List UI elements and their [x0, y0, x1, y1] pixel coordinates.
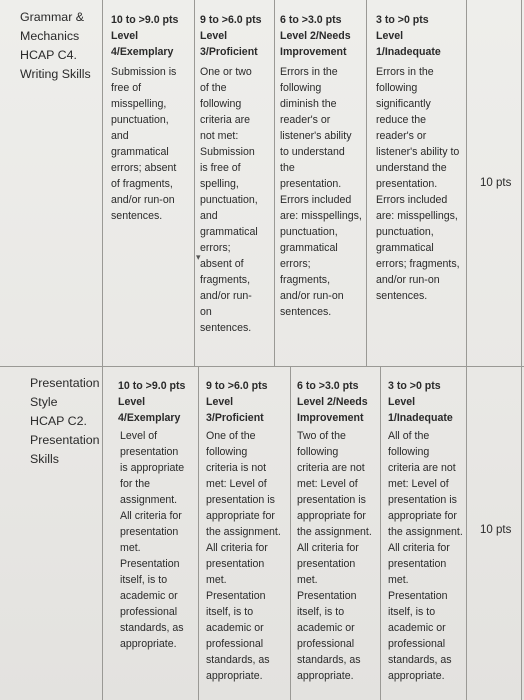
row-divider: [0, 366, 524, 367]
rating-level: Level 1/Inadequate: [376, 30, 441, 58]
pen-mark-icon: ▾: [196, 252, 201, 262]
rating-range: 3 to >0 pts: [388, 380, 441, 392]
column-divider: [198, 366, 199, 700]
rating-description: All of the following criteria are not met: Level of presentation is appropriate for the assignment. All criteria for presentation met. Presentation itself, is to academic or professional standards, as appropriate.: [388, 430, 463, 682]
criterion-cell: Grammar & Mechanics HCAP C4. Writing Skills: [20, 10, 91, 81]
rating-range: 3 to >0 pts: [376, 14, 429, 26]
rating-range: 10 to >9.0 pts: [118, 380, 186, 392]
column-divider: [274, 0, 275, 366]
column-divider: [102, 0, 103, 700]
rating-level: Level 3/Proficient: [206, 396, 264, 424]
rating-range: 9 to >6.0 pts: [206, 380, 268, 392]
column-divider: [466, 0, 467, 700]
rating-description: One or two of the following criteria are not met: Submission is free of spelling, punctuation, and grammatical errors; absent of fragments, and/or run- on sentences.: [200, 66, 258, 334]
column-divider: [290, 366, 291, 700]
rating-range: 6 to >3.0 pts: [280, 14, 342, 26]
rating-level: Level 1/Inadequate: [388, 396, 453, 424]
rating-range: 6 to >3.0 pts: [297, 380, 359, 392]
rating-description: One of the following criteria is not met: Level of presentation is appropriate for the assignment. All criteria for presentation met. Presentation itself, is to academic or professional standards, as appropriate.: [206, 430, 281, 682]
rating-range: 10 to >9.0 pts: [111, 14, 179, 26]
criterion-points: 10 pts: [480, 177, 512, 189]
rating-level: Level 2/Needs Improvement: [280, 30, 351, 58]
criterion-points: 10 pts: [480, 524, 512, 536]
column-divider: [380, 366, 381, 700]
rating-description: Two of the following criteria are not met: Level of presentation is appropriate for the assignment. All criteria for presentation met. Presentation itself, is to academic or professional standards, as appropriate.: [297, 430, 372, 682]
rating-level: Level 2/Needs Improvement: [297, 396, 368, 424]
rating-description: Level of presentation is appropriate for the assignment. All criteria for presentation met. Presentation itself, is to academic or professional standards, as appropriate.: [120, 430, 185, 650]
rating-description: Errors in the following diminish the reader's or listener's ability to understand the presentation. Errors included are: misspellings, punctuation, grammatical errors; fragments, and/or run-on sentences.: [280, 66, 362, 318]
column-divider: [366, 0, 367, 366]
rating-level: Level 4/Exemplary: [111, 30, 174, 58]
rating-range: 9 to >6.0 pts: [200, 14, 262, 26]
rating-level: Level 4/Exemplary: [118, 396, 181, 424]
table-right-edge: [521, 0, 522, 700]
criterion-cell: Presentation Style HCAP C2. Presentation Skills: [30, 376, 100, 466]
rating-description: Submission is free of misspelling, punctuation, and grammatical errors; absent of fragments, and/or run-on sentences.: [111, 66, 177, 222]
rating-level: Level 3/Proficient: [200, 30, 258, 58]
rating-description: Errors in the following significantly reduce the reader's or listener's ability to understand the presentation. Errors included are: misspellings, punctuation, grammatical errors; fragments, and/or run-on sentences.: [376, 66, 460, 302]
